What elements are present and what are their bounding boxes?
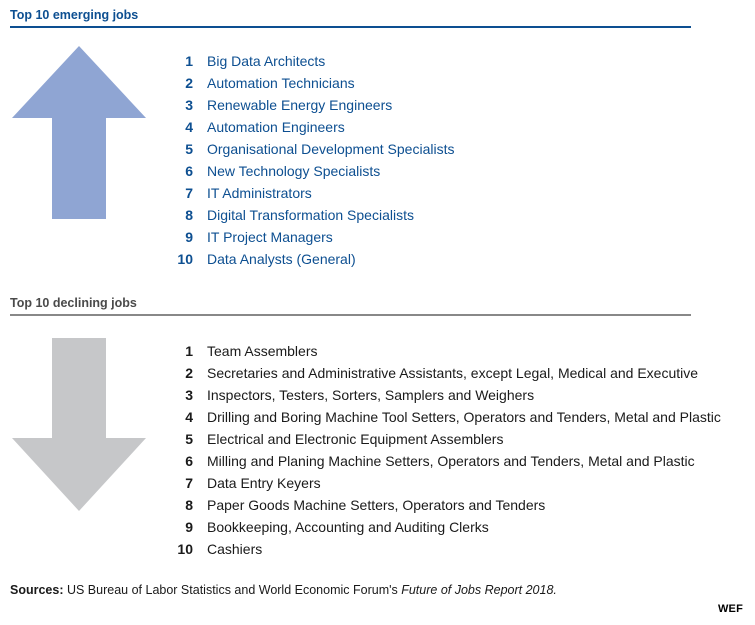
- job-name: Renewable Energy Engineers: [207, 97, 393, 113]
- emerging-job-item: [170, 204, 414, 226]
- emerging-job-item: [170, 248, 356, 270]
- job-rank: 10: [177, 251, 193, 267]
- job-rank: 1: [185, 53, 193, 69]
- declining-job-item: [170, 494, 546, 516]
- declining-job-item: [170, 472, 321, 494]
- job-name: Bookkeeping, Accounting and Auditing Clerks: [207, 519, 489, 535]
- sources-text: US Bureau of Labor Statistics and World Economic Forum's: [63, 583, 402, 597]
- job-rank: 3: [185, 97, 193, 113]
- job-rank: 4: [185, 409, 193, 425]
- emerging-section-title: Top 10 emerging jobs: [10, 8, 139, 22]
- job-rank: 6: [185, 453, 193, 469]
- emerging-job-item: [170, 138, 455, 160]
- job-name: Milling and Planing Machine Setters, Operators and Tenders, Metal and Plastic: [207, 453, 695, 469]
- job-rank: 1: [185, 343, 193, 359]
- job-rank: 8: [185, 497, 193, 513]
- job-rank: 6: [185, 163, 193, 179]
- declining-job-item: [170, 406, 721, 428]
- declining-job-item: [170, 428, 504, 450]
- job-name: Automation Engineers: [207, 119, 345, 135]
- emerging-job-item: [170, 72, 355, 94]
- job-rank: 2: [185, 75, 193, 91]
- job-rank: 7: [185, 185, 193, 201]
- job-name: Automation Technicians: [207, 75, 355, 91]
- down-arrow-icon: [12, 338, 146, 511]
- job-rank: 9: [185, 229, 193, 245]
- job-name: Electrical and Electronic Equipment Assemblers: [207, 431, 504, 447]
- declining-section-title: Top 10 declining jobs: [10, 296, 137, 310]
- declining-job-item: [170, 450, 695, 472]
- emerging-job-item: [170, 50, 326, 72]
- sources-report-title: Future of Jobs Report 2018.: [401, 583, 557, 597]
- job-rank: 8: [185, 207, 193, 223]
- emerging-job-item: [170, 226, 333, 248]
- job-rank: 4: [185, 119, 193, 135]
- declining-job-item: [170, 516, 489, 538]
- up-arrow-icon: [12, 46, 146, 219]
- job-name: Cashiers: [207, 541, 263, 557]
- emerging-job-item: [170, 116, 345, 138]
- job-name: Drilling and Boring Machine Tool Setters, Operators and Tenders, Metal and Plastic: [207, 409, 721, 425]
- job-name: Digital Transformation Specialists: [207, 207, 414, 223]
- job-name: Inspectors, Testers, Sorters, Samplers and Weighers: [207, 387, 535, 403]
- job-name: Secretaries and Administrative Assistants, except Legal, Medical and Executive: [207, 365, 699, 381]
- job-rank: 2: [185, 365, 193, 381]
- job-rank: 9: [185, 519, 193, 535]
- emerging-job-item: [170, 94, 393, 116]
- job-name: Team Assemblers: [207, 343, 318, 359]
- wef-logo: WEF: [717, 603, 743, 615]
- declining-job-item: [170, 384, 535, 406]
- declining-job-item: [170, 538, 263, 560]
- emerging-divider: [10, 26, 691, 28]
- declining-job-item: [170, 362, 699, 384]
- job-name: Data Analysts (General): [207, 251, 356, 267]
- job-rank: 7: [185, 475, 193, 491]
- emerging-job-item: [170, 160, 381, 182]
- declining-job-item: [170, 340, 318, 362]
- declining-divider: [10, 314, 691, 316]
- job-name: IT Project Managers: [207, 229, 333, 245]
- job-name: Data Entry Keyers: [207, 475, 321, 491]
- job-name: Big Data Architects: [207, 53, 326, 69]
- job-rank: 5: [185, 141, 193, 157]
- declining-jobs-list: [170, 340, 721, 560]
- job-name: IT Administrators: [207, 185, 312, 201]
- job-rank: 5: [185, 431, 193, 447]
- emerging-jobs-list: [170, 50, 455, 270]
- sources-label: Sources:: [10, 583, 64, 597]
- sources-note: [10, 583, 557, 597]
- emerging-job-item: [170, 182, 312, 204]
- job-rank: 10: [177, 541, 193, 557]
- job-name: Organisational Development Specialists: [207, 141, 455, 157]
- job-name: Paper Goods Machine Setters, Operators and Tenders: [207, 497, 546, 513]
- job-rank: 3: [185, 387, 193, 403]
- job-name: New Technology Specialists: [207, 163, 381, 179]
